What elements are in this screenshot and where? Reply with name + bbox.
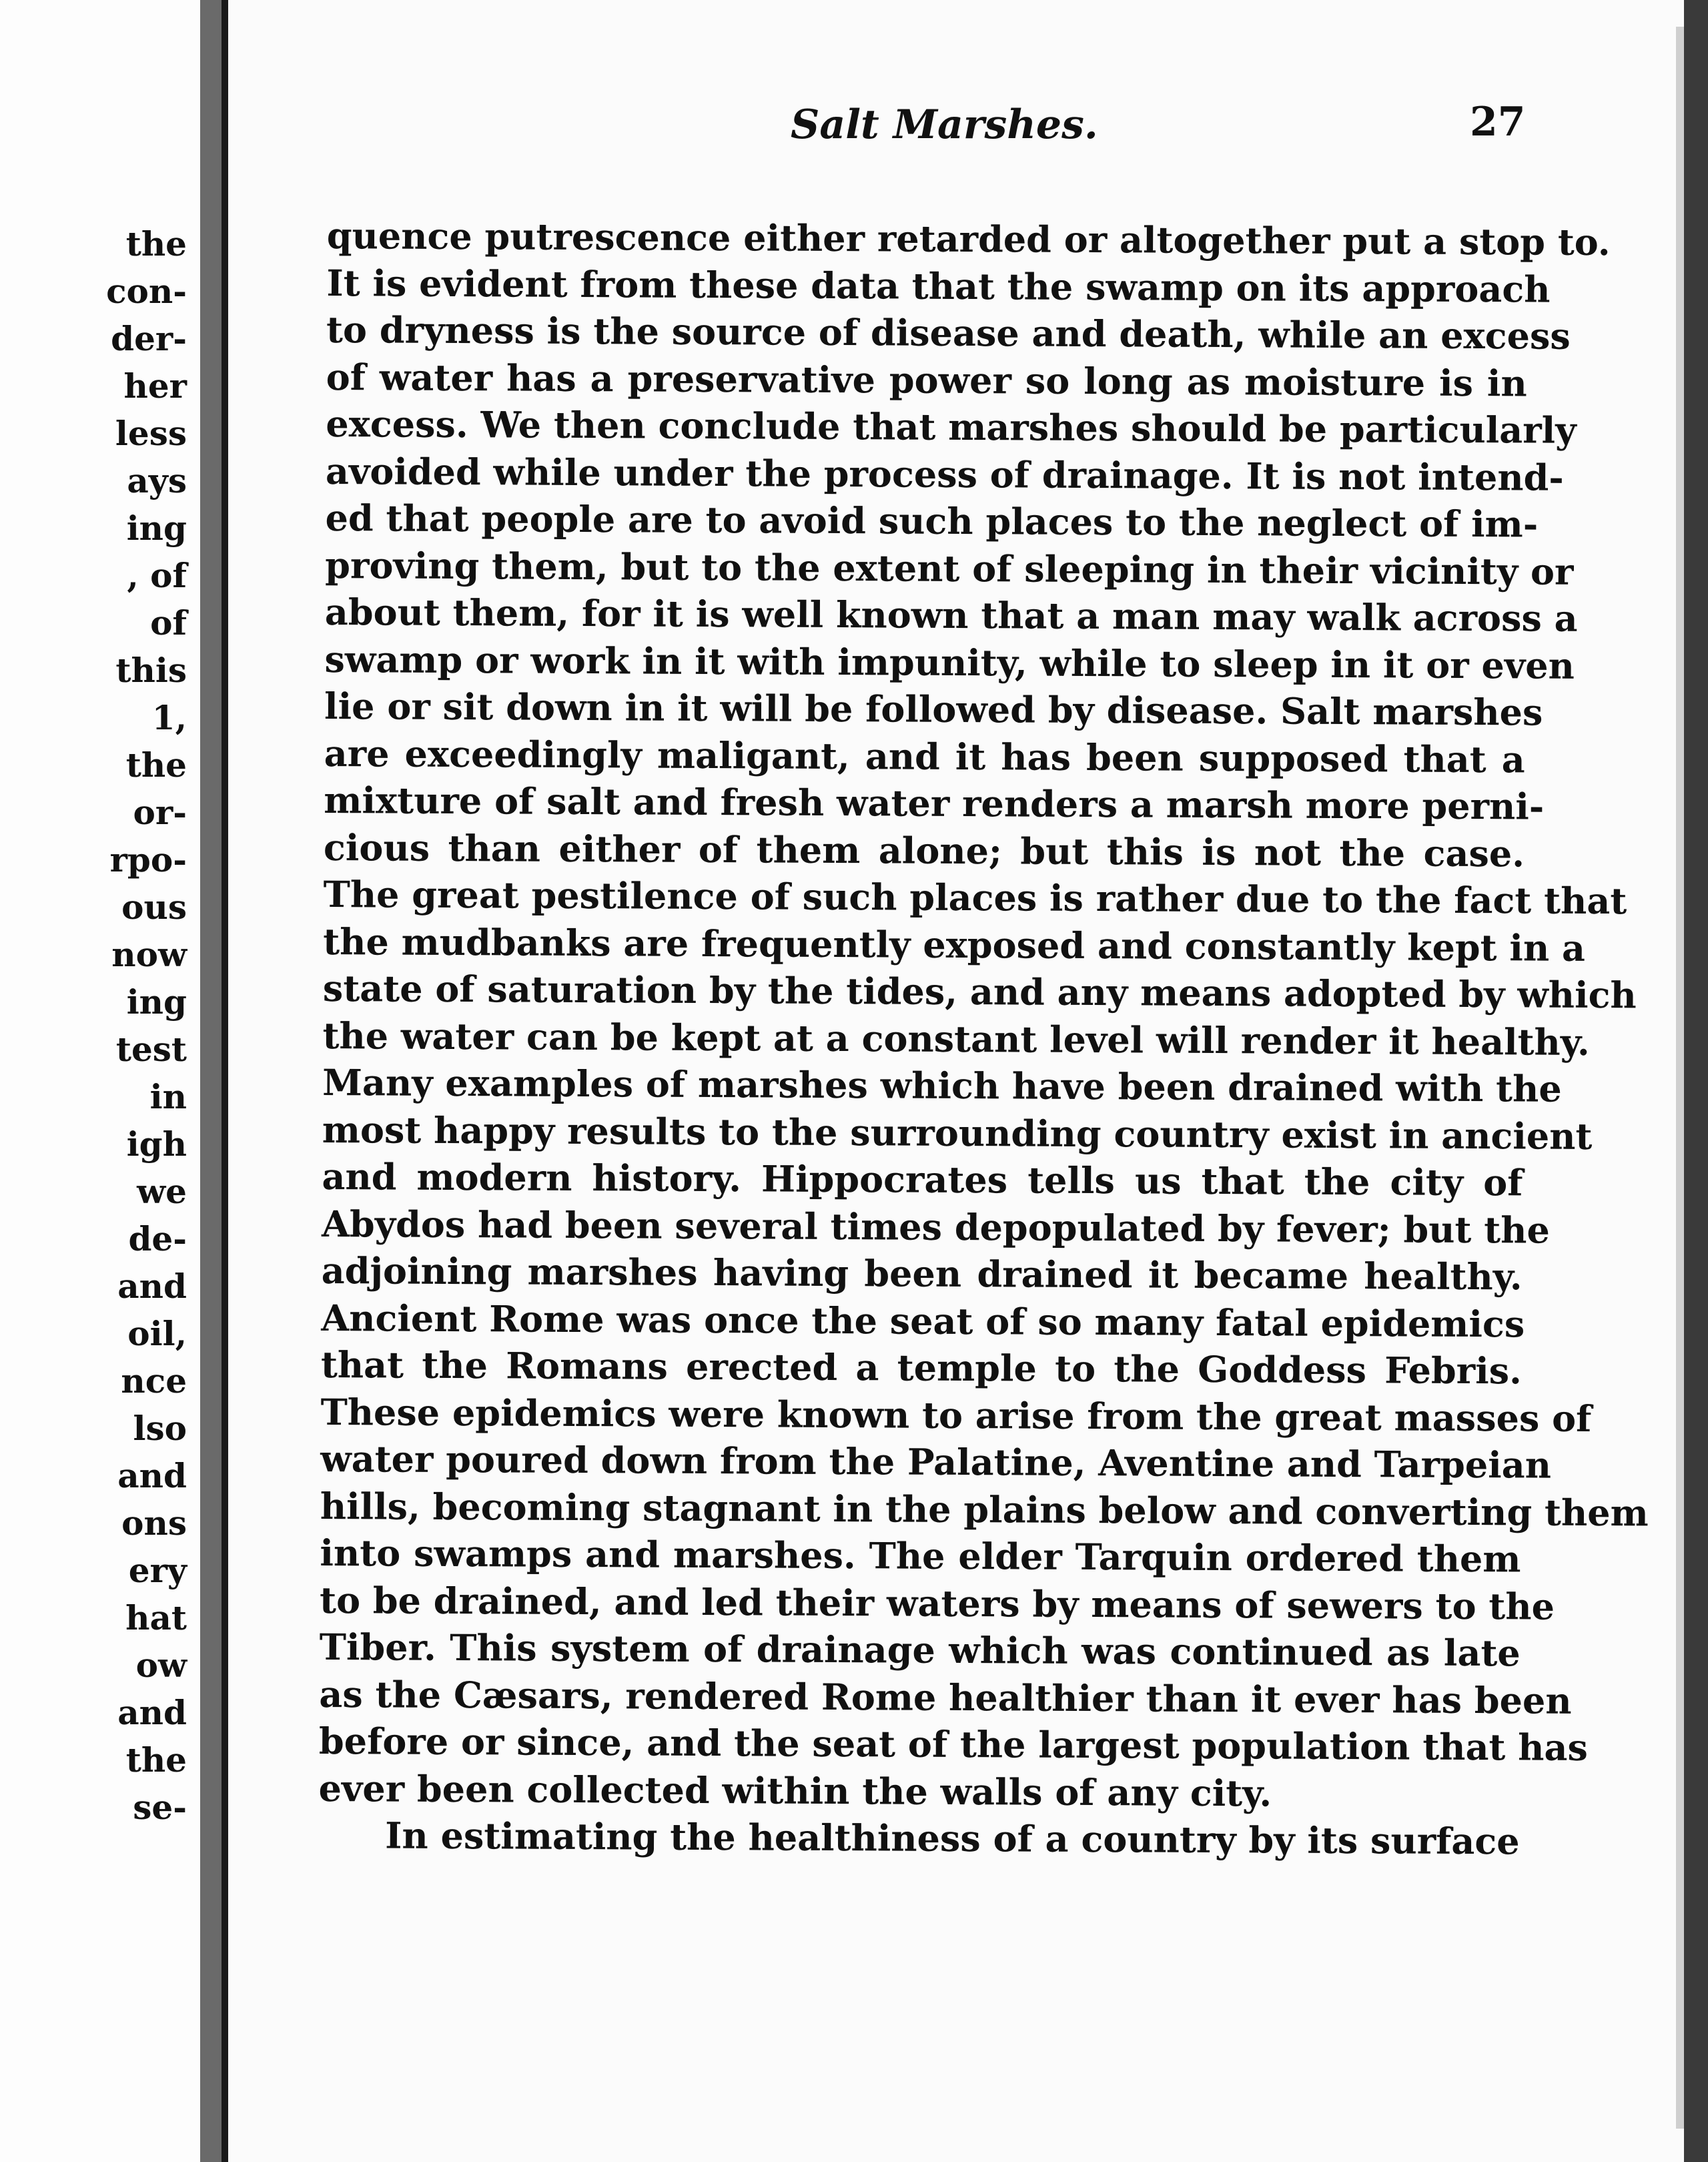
left-fragment: lso [133, 1409, 187, 1448]
left-fragment: igh [126, 1124, 187, 1164]
text-line: and modern history. Hippocrates tells us that the city of [322, 1154, 1523, 1204]
text-line: that the Romans erected a temple to the Goddess Febris. [320, 1343, 1523, 1393]
page-edge-highlight [1676, 27, 1684, 2129]
left-fragment: ays [127, 461, 187, 500]
text-line: ever been collected within the walls of any city. [318, 1766, 1272, 1814]
left-fragment: in [149, 1077, 187, 1116]
left-fragment: rpo- [109, 840, 187, 879]
left-fragment: ery [128, 1551, 187, 1590]
text-line: most happy results to the surrounding country exist in ancient [322, 1108, 1593, 1158]
left-fragment: of [150, 603, 187, 643]
left-fragment: test [115, 1030, 187, 1069]
left-fragment: and [117, 1456, 187, 1495]
left-fragment: now [111, 935, 187, 974]
text-line: water poured down from the Palatine, Aventine and Tarpeian [320, 1437, 1552, 1487]
left-fragment: we [137, 1172, 187, 1211]
left-page-line-fragments [106, 220, 187, 1831]
left-fragment: ow [135, 1646, 187, 1685]
text-line: proving them, but to the extent of sleeping in their vicinity or [325, 543, 1574, 593]
left-fragment: and [117, 1693, 187, 1732]
text-line: mixture of salt and fresh water renders a marsh more perni- [324, 778, 1545, 828]
left-fragment: nce [121, 1361, 187, 1401]
left-fragment: the [125, 1740, 187, 1780]
text-line: Abydos had been several times depopulated by fever; but the [321, 1202, 1550, 1252]
left-fragment: and [117, 1267, 187, 1306]
book-gutter-edge [222, 0, 228, 2162]
left-fragment: the [125, 224, 187, 264]
text-line: of water has a preservative power so long as moisture is in [326, 355, 1527, 404]
body-text [318, 212, 1649, 1865]
left-fragment: oil, [127, 1314, 187, 1353]
text-line: These epidemics were known to arise from the great masses of [320, 1390, 1592, 1440]
text-line: are exceedingly maligant, and it has been supposed that a [324, 731, 1525, 781]
left-fragment: de- [128, 1219, 187, 1258]
text-line: swamp or work in it with impunity, while to sleep in it or even [324, 637, 1575, 687]
left-fragment: hat [125, 1598, 187, 1638]
left-fragment: ing [126, 982, 187, 1022]
text-line: Ancient Rome was once the seat of so many fatal epidemics [321, 1296, 1525, 1345]
book-gutter-shadow [200, 0, 222, 2162]
left-fragment: less [115, 414, 187, 453]
book-cover-edge [1684, 0, 1708, 2162]
text-line: as the Cæsars, rendered Rome healthier than it ever has been [319, 1672, 1572, 1722]
left-fragment: ous [121, 887, 187, 927]
text-line: state of saturation by the tides, and any means adopted by which [322, 966, 1637, 1017]
text-line: lie or sit down in it will be followed by disease. Salt marshes [324, 684, 1543, 734]
left-fragment: , of [127, 556, 187, 595]
text-line: hills, becoming stagnant in the plains below and converting them [320, 1484, 1649, 1534]
text-line: avoided while under the process of drainage. It is not intend- [325, 449, 1564, 499]
text-line: Many examples of marshes which have been drained with the [322, 1060, 1562, 1110]
left-fragment: ing [126, 508, 187, 548]
left-page [0, 0, 200, 2162]
text-line: to dryness is the source of disease and death, while an excess [326, 308, 1571, 358]
text-line: adjoining marshes having been drained it became healthy. [321, 1248, 1523, 1299]
text-line: about them, for it is well known that a man may walk across a [324, 590, 1578, 640]
text-line: to be drained, and led their waters by means of sewers to the [319, 1578, 1555, 1628]
text-line: It is evident from these data that the swamp on its approach [326, 261, 1551, 311]
text-line: quence putrescence either retarded or altogether put a stop to. [326, 214, 1611, 264]
text-line: In estimating the healthiness of a country by its surface [385, 1814, 1520, 1863]
left-fragment: se- [133, 1788, 187, 1827]
left-fragment: 1, [151, 698, 187, 737]
text-line: into swamps and marshes. The elder Tarquin ordered them [320, 1531, 1521, 1581]
left-fragment: ons [121, 1503, 187, 1543]
left-fragment: der- [111, 319, 187, 358]
text-line: excess. We then conclude that marshes should be particularly [326, 402, 1577, 452]
text-line: the water can be kept at a constant level will render it healthy. [322, 1014, 1590, 1064]
text-line: Tiber. This system of drainage which was continued as late [319, 1625, 1521, 1675]
text-line: ed that people are to avoid such places to the neglect of im- [325, 496, 1539, 546]
left-fragment: or- [133, 793, 187, 832]
text-line: before or since, and the seat of the largest population that has [318, 1719, 1589, 1769]
text-line: the mudbanks are frequently exposed and constantly kept in a [323, 920, 1586, 970]
page-number: 27 [1470, 99, 1526, 145]
running-head: Salt Marshes. [791, 101, 1098, 148]
left-fragment: con- [106, 272, 187, 311]
left-fragment: the [125, 745, 187, 785]
left-fragment: her [123, 366, 187, 406]
left-fragment: this [115, 651, 187, 690]
text-line: The great pestilence of such places is rather due to the fact that [323, 872, 1627, 923]
text-line: cious than either of them alone; but this is not the case. [323, 825, 1525, 875]
